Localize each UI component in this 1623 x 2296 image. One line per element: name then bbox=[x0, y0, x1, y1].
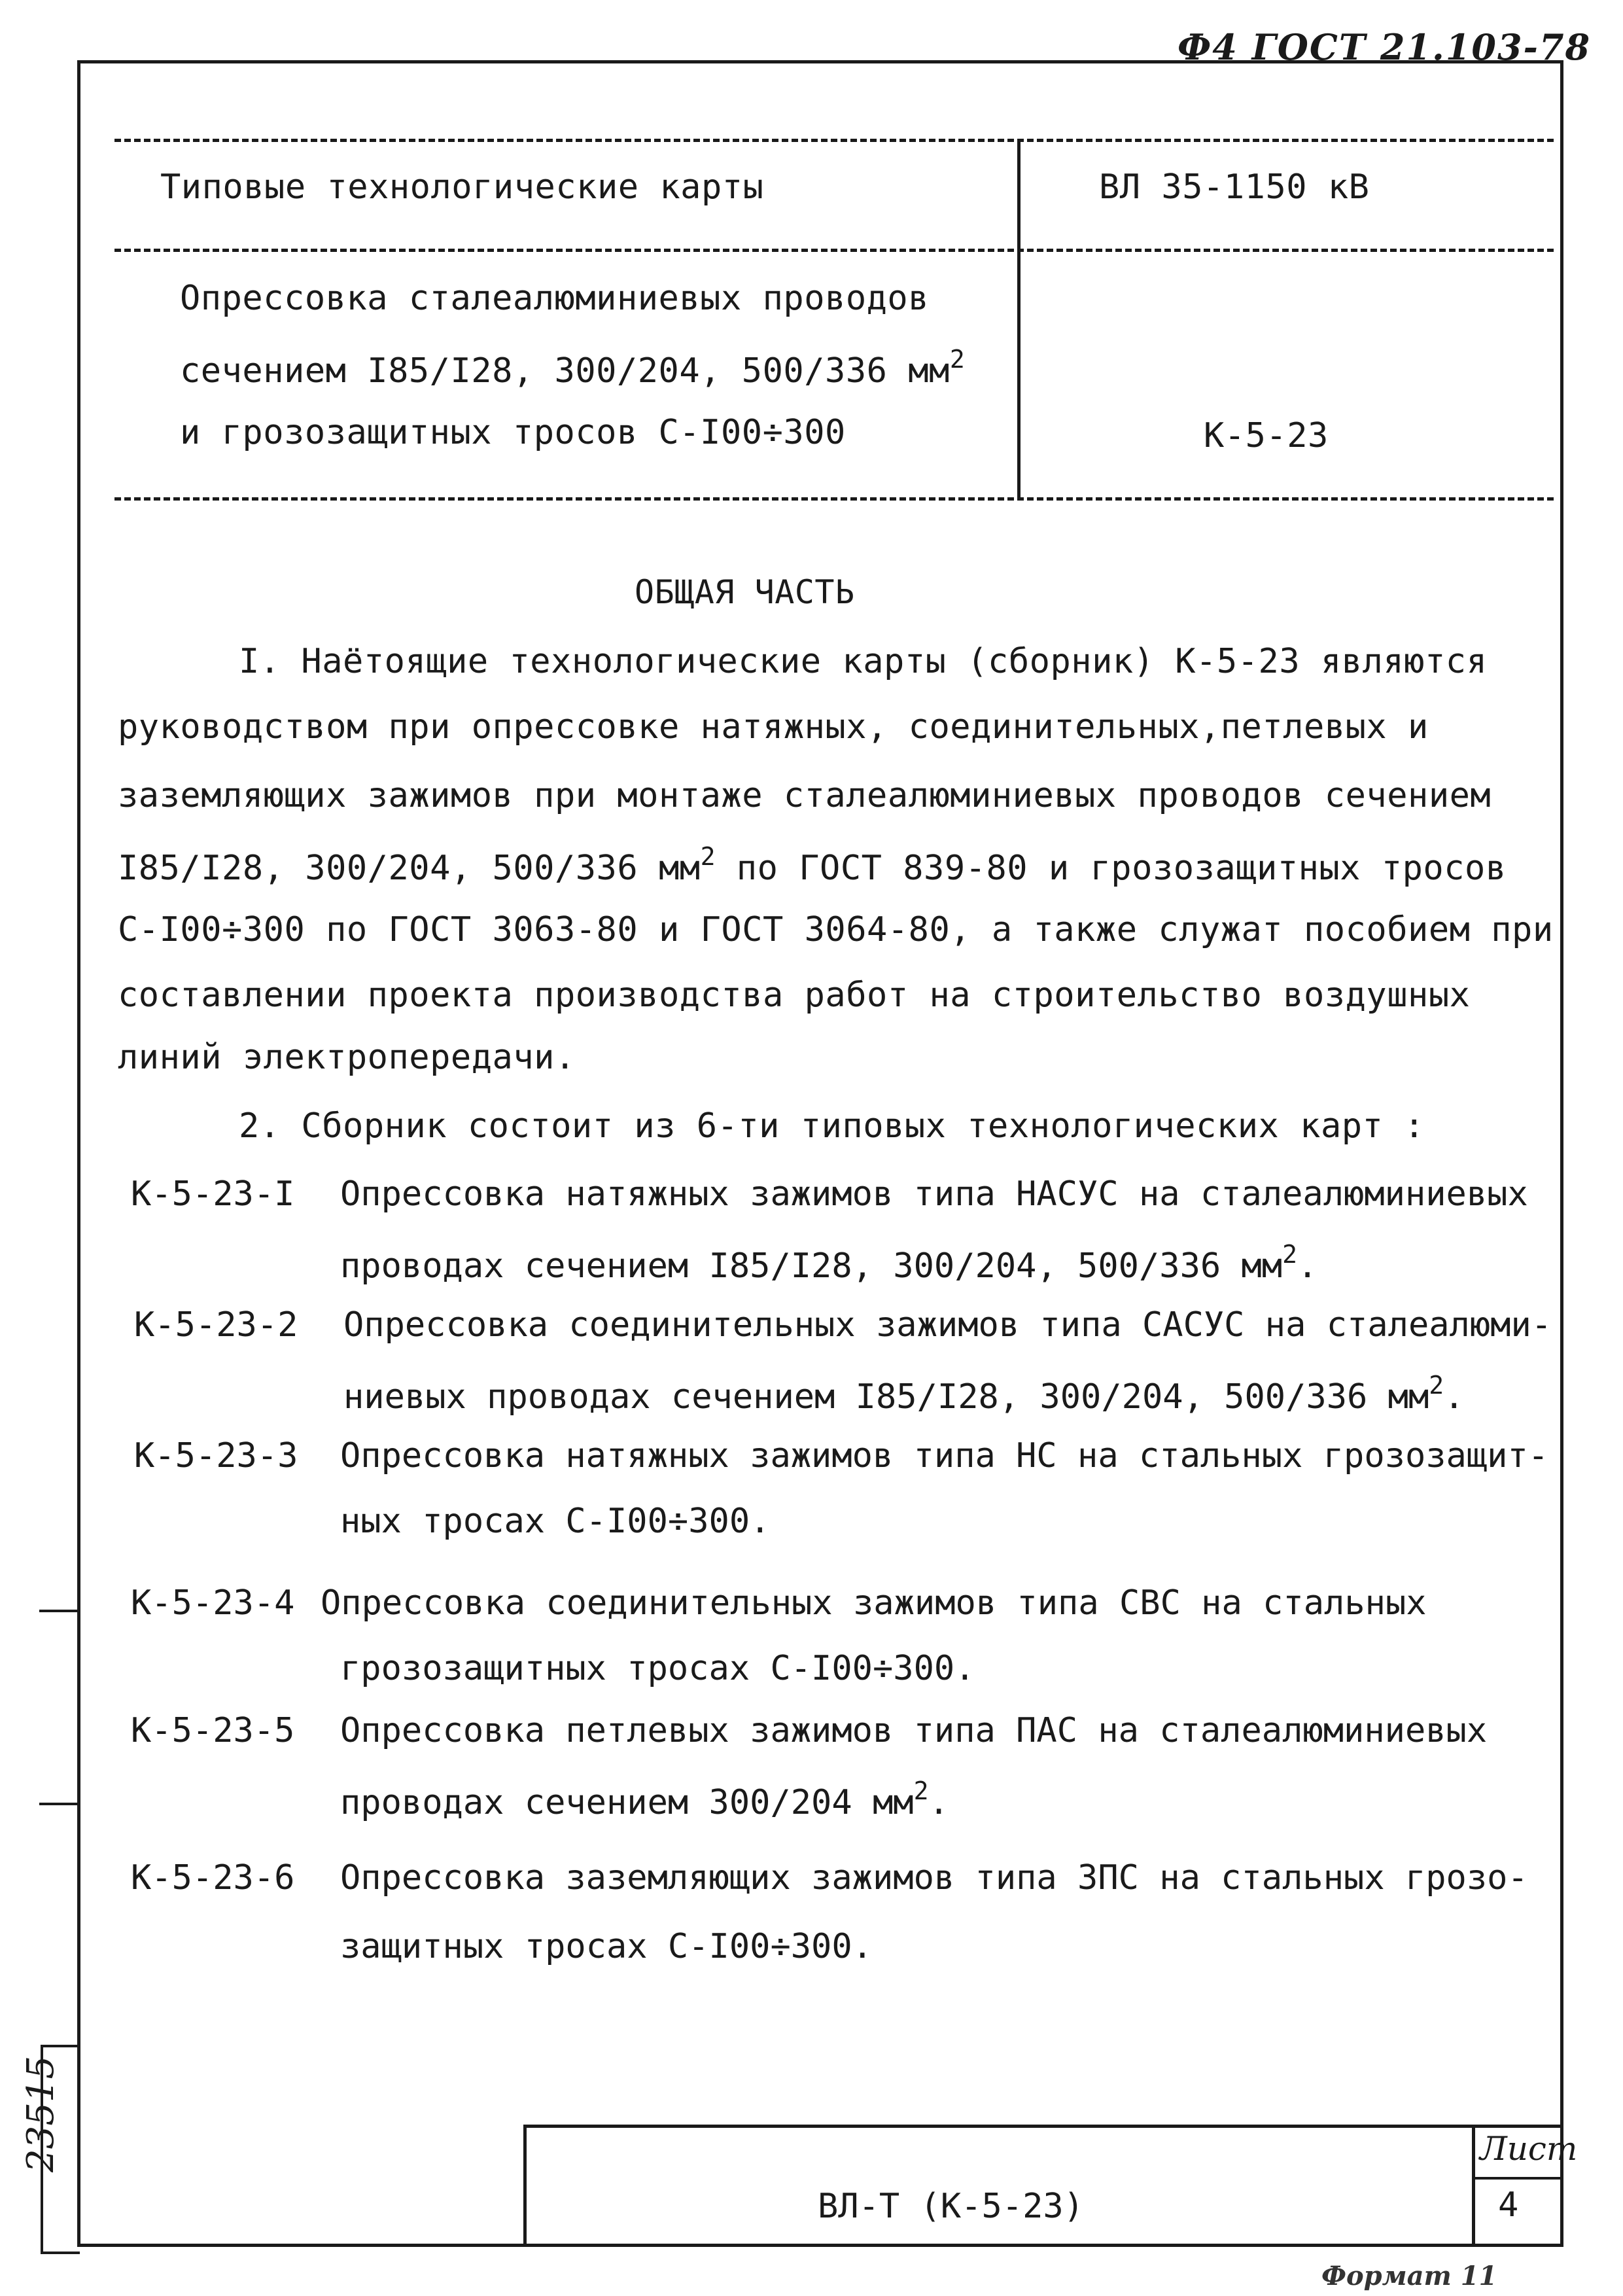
card-desc-2-line2 bbox=[343, 1371, 1464, 1417]
header-rule-bottom bbox=[114, 497, 1554, 501]
para1-line-4-sup: 2 bbox=[700, 842, 716, 871]
title-block bbox=[523, 2125, 1563, 2247]
para1-line-4b: по ГОСТ 839-80 и грозозащитных тросов bbox=[715, 849, 1507, 888]
para1-line-4 bbox=[118, 842, 1507, 888]
para1-line-1: I. Наётоящие технологические карты (сборник) К-5-23 являются bbox=[239, 642, 1488, 681]
subject-line-3: и грозозащитных тросов С-I00÷300 bbox=[180, 413, 846, 452]
card-desc-2-line2-text: ниевых проводах сечением I85/I28, 300/204, 500/336 мм bbox=[343, 1377, 1429, 1417]
card-code-2: К-5-23-2 bbox=[134, 1305, 298, 1345]
subject-line-2-sup: 2 bbox=[949, 345, 966, 374]
archive-number: 23515 bbox=[20, 2055, 62, 2172]
card-desc-6-line1: Опрессовка заземляющих зажимов типа ЗПС на стальных грозо- bbox=[340, 1858, 1528, 1898]
title-block-left: Типовые технологические карты bbox=[160, 168, 764, 207]
margin-mark-2 bbox=[39, 1803, 79, 1805]
para1-line-2: руководством при опрессовке натяжных, соединительных,петлевых и bbox=[118, 707, 1429, 747]
card-desc-2-line1: Опрессовка соединительных зажимов типа САСУС на сталеалюми- bbox=[343, 1305, 1552, 1345]
card-desc-4-line2: грозозащитных тросах С-I00÷300. bbox=[340, 1649, 975, 1688]
subject-line-2-text: сечением I85/I28, 300/204, 500/336 мм bbox=[180, 351, 950, 391]
card-desc-4-line1: Опрессовка соединительных зажимов типа СВС на стальных bbox=[321, 1583, 1427, 1623]
card-desc-1-tail: . bbox=[1297, 1246, 1318, 1286]
card-desc-1-sup: 2 bbox=[1282, 1240, 1297, 1269]
sheet-cell-divider bbox=[1472, 2177, 1563, 2180]
subject-line-2 bbox=[180, 345, 966, 391]
header-rule-top bbox=[114, 139, 1554, 142]
para1-line-5: С-I00÷300 по ГОСТ 3063-80 и ГОСТ 3064-80, а также служат пособием при bbox=[118, 910, 1554, 949]
para1-line-6: составлении проекта производства работ на строительство воздушных bbox=[118, 976, 1471, 1015]
card-desc-6-line2: защитных тросах С-I00÷300. bbox=[340, 1927, 873, 1966]
card-code: К-5-23 bbox=[1204, 416, 1329, 455]
title-block-right: ВЛ 35-1150 кВ bbox=[1099, 168, 1370, 207]
card-desc-5-sup: 2 bbox=[913, 1776, 929, 1805]
margin-mark-1 bbox=[39, 1610, 79, 1612]
card-desc-5-line1: Опрессовка петлевых зажимов типа ПАС на сталеалюминиевых bbox=[340, 1711, 1488, 1750]
card-desc-5-line2-text: проводах сечением 300/204 мм bbox=[340, 1783, 914, 1822]
para1-line-7: линий электропередачи. bbox=[118, 1038, 576, 1077]
title-block-designation: ВЛ-Т (К-5-23) bbox=[818, 2187, 1084, 2226]
section-title: ОБЩАЯ ЧАСТЬ bbox=[635, 573, 855, 611]
para2-intro: 2. Сборник состоит из 6-ти типовых технологических карт : bbox=[239, 1106, 1425, 1146]
para1-line-3: заземляющих зажимов при монтаже сталеалюминиевых проводов сечением bbox=[118, 776, 1492, 815]
card-code-3: К-5-23-3 bbox=[134, 1436, 298, 1475]
card-desc-2-tail: . bbox=[1444, 1377, 1465, 1417]
card-code-6: К-5-23-6 bbox=[131, 1858, 295, 1898]
card-code-4: К-5-23-4 bbox=[131, 1583, 295, 1623]
card-code-1: К-5-23-I bbox=[131, 1174, 295, 1214]
format-note: Формат 11 bbox=[1321, 2261, 1497, 2291]
card-code-5: К-5-23-5 bbox=[131, 1711, 295, 1750]
card-desc-1-line1: Опрессовка натяжных зажимов типа НАСУС на сталеалюминиевых bbox=[340, 1174, 1528, 1214]
header-rule-middle bbox=[114, 249, 1554, 252]
para1-line-4a: I85/I28, 300/204, 500/336 мм bbox=[118, 849, 701, 888]
card-desc-1-line2 bbox=[340, 1240, 1318, 1286]
sheet-label: Лист bbox=[1480, 2130, 1578, 2168]
card-desc-2-sup: 2 bbox=[1429, 1371, 1444, 1400]
subject-line-1: Опрессовка сталеалюминиевых проводов bbox=[180, 279, 930, 318]
card-desc-3-line1: Опрессовка натяжных зажимов типа НС на стальных грозозащит- bbox=[340, 1436, 1549, 1475]
card-desc-3-line2: ных тросах С-I00÷300. bbox=[340, 1502, 771, 1541]
sheet-number: 4 bbox=[1498, 2185, 1519, 2225]
card-desc-5-tail: . bbox=[928, 1783, 949, 1822]
handwritten-doc-code: Ф4 ГОСТ 21.103-78 bbox=[1178, 26, 1592, 68]
card-desc-5-line2 bbox=[340, 1776, 949, 1822]
card-desc-1-line2-text: проводах сечением I85/I28, 300/204, 500/336 мм bbox=[340, 1246, 1283, 1286]
header-column-divider bbox=[1017, 139, 1021, 499]
